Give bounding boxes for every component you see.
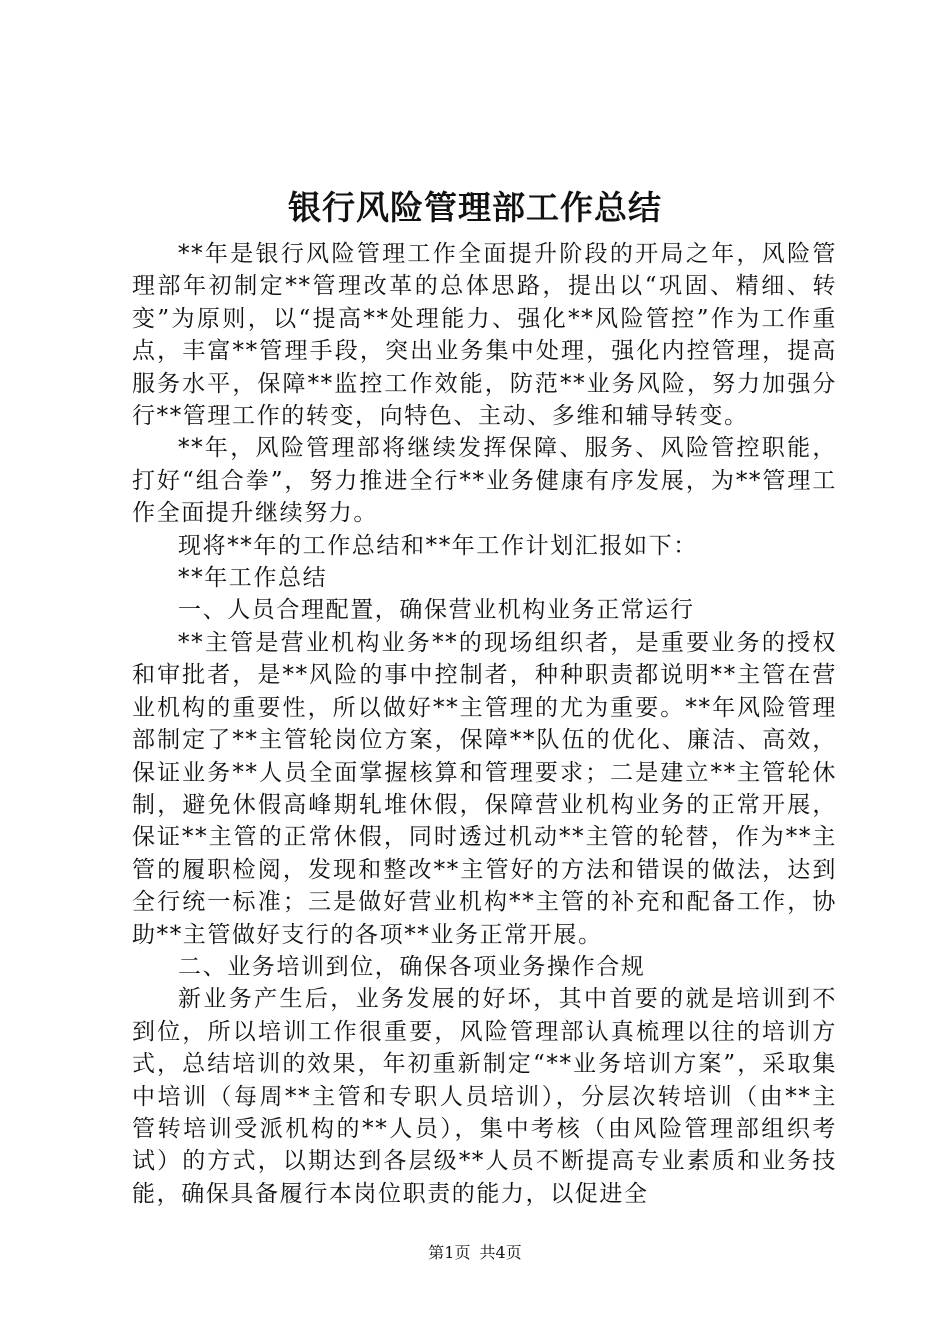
page-footer [0,1242,950,1264]
section-heading-staffing: 一、人员合理配置，确保营业机构业务正常运行 [178,597,695,624]
paragraph-intro: **年是银行风险管理工作全面提升阶段的开局之年，风险管理部年初制定**管理改革的总体思路，提出以“巩固、精细、转变”为原则，以“提高**处理能力、强化**风险管控”作为工作重点，丰富**管理手段，突出业务集中处理，强化内控管理，提高服务水平，保障**监控工作效能，防范**业务风险，努力加强分行**管理工作的转变，向特色、主动、多维和辅导转变。 [132,241,837,430]
paragraph-staffing: **主管是营业机构业务**的现场组织者，是重要业务的授权和审批者，是**风险的事中控制者，种种职责都说明**主管在营业机构的重要性，所以做好**主管理的尤为重要。**年风险管理部制定了**主管轮岗位方案，保障**队伍的优化、廉洁、高效，保证业务**人员全面掌握核算和管理要求；二是建立**主管轮休制，避免休假高峰期轧堆休假，保障营业机构业务的正常开展，保证**主管的正常休假，同时透过机动**主管的轮替，作为**主管的履职检阅，发现和整改**主管好的方法和错误的做法，达到全行统一标准；三是做好营业机构**主管的补充和配备工作，协助**主管做好支行的各项**业务正常开展。 [132,629,837,948]
page-total: 共4页 [479,1243,522,1262]
paragraph-plan: **年，风险管理部将继续发挥保障、服务、风险管控职能，打好“组合拳”，努力推进全行**业务健康有序发展，为**管理工作全面提升继续努力。 [132,435,837,527]
section-heading-summary: **年工作总结 [178,565,328,592]
section-heading-training: 二、业务培训到位，确保各项业务操作合规 [178,953,646,980]
page-number: 第1页 [428,1243,471,1262]
document-title: 银行风险管理部工作总结 [288,188,662,227]
paragraph-training: 新业务产生后，业务发展的好坏，其中首要的就是培训到不到位，所以培训工作很重要，风险管理部认真梳理以往的培训方式，总结培训的效果，年初重新制定“**业务培训方案”，采取集中培训（每周**主管和专职人员培训），分层次转培训（由**主管转培训受派机构的**人员），集中考核（由风险管理部组织考试）的方式，以期达到各层级**人员不断提高专业素质和业务技能，确保具备履行本岗位职责的能力，以促进全 [132,986,837,1207]
paragraph-report-lead: 现将**年的工作总结和**年工作计划汇报如下： [178,532,698,559]
document-body [132,238,837,1210]
